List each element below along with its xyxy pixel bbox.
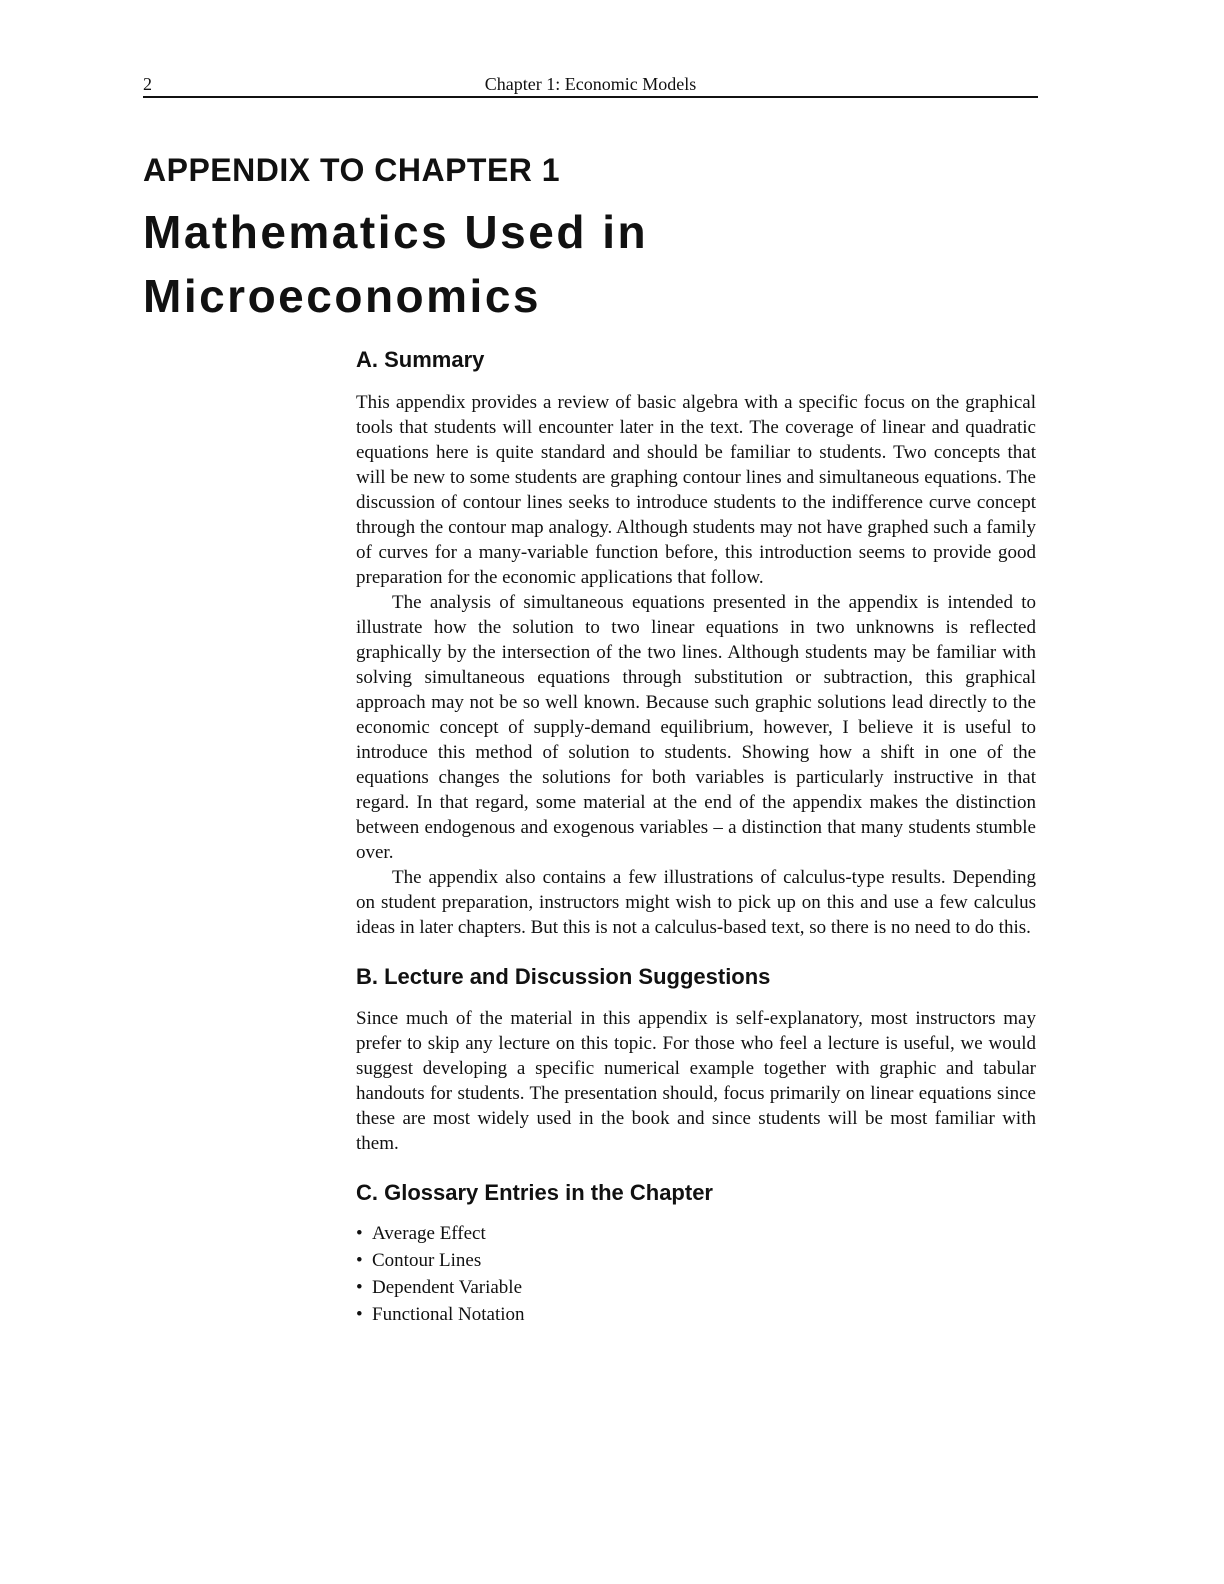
- glossary-section: [356, 1178, 1036, 1328]
- glossary-item-text: Dependent Variable: [372, 1277, 523, 1298]
- summary-paragraph: The analysis of simultaneous equations presented in the appendix is intended to illustrate how the solution to two linear equations in two unknowns is reflected graphically by the intersection of the two lines. Although students may be familiar with solving simultaneous equations through substitution or subtraction, this graphical approach may not be so well known. Because such graphic solutions lead directly to the economic concept of supply-demand equilibrium, however, I believe it is useful to introduce this method of solution to students. Showing how a shift in one of the equations changes the solutions for both variables is particularly instructive in that regard. In that regard, some material at the end of the appendix makes the distinction between endogenous and exogenous variables – a distinction that many students stumble over.: [356, 592, 1036, 863]
- glossary-list: [356, 1220, 1036, 1328]
- bullet-icon: •: [356, 1250, 363, 1271]
- running-chapter-title: Chapter 1: Economic Models: [484, 74, 697, 94]
- lecture-heading: B. Lecture and Discussion Suggestions: [356, 964, 771, 989]
- summary-paragraph: The appendix also contains a few illustrations of calculus-type results. Depending on student preparation, instructors might wish to pick up on this and use a few calculus ideas in later chapters. But this is not a calculus-based text, so there is no need to do this.: [356, 867, 1036, 938]
- bullet-icon: •: [356, 1277, 363, 1298]
- page-number: 2: [143, 74, 152, 94]
- main-content: [356, 345, 1036, 1328]
- glossary-heading: C. Glossary Entries in the Chapter: [356, 1180, 713, 1205]
- glossary-item-text: Functional Notation: [372, 1304, 525, 1325]
- glossary-item: [356, 1220, 1036, 1247]
- glossary-item: [356, 1274, 1036, 1301]
- lecture-section: [356, 962, 1036, 1156]
- running-header: [143, 72, 1038, 98]
- bullet-icon: •: [356, 1223, 363, 1244]
- summary-paragraph: This appendix provides a review of basic algebra with a specific focus on the graphical tools that students will encounter later in the text. The coverage of linear and quadratic equations here is quite standard and should be familiar to students. Two concepts that will be new to some students are graphing contour lines and simultaneous equations. The discussion of contour lines seeks to introduce students to the indifference curve concept through the contour map analogy. Although students may not have graphed such a family of curves for a many-variable function before, this introduction seems to provide good preparation for the economic applications that follow.: [356, 392, 1036, 588]
- glossary-item-text: Contour Lines: [372, 1250, 482, 1271]
- summary-heading: A. Summary: [356, 347, 485, 372]
- page-title: Mathematics Used in Microeconomics: [143, 206, 649, 322]
- summary-section: [356, 345, 1036, 940]
- lecture-paragraph: Since much of the material in this appendix is self-explanatory, most instructors may prefer to skip any lecture on this topic. For those who feel a lecture is useful, we would suggest developing a specific numerical example together with graphic and tabular handouts for students. The presentation should, focus primarily on linear equations since these are most widely used in the book and since students will be most familiar with them.: [356, 1008, 1036, 1154]
- bullet-icon: •: [356, 1304, 363, 1325]
- glossary-item: [356, 1247, 1036, 1274]
- appendix-label: APPENDIX TO CHAPTER 1: [143, 152, 561, 188]
- glossary-item-text: Average Effect: [372, 1223, 486, 1244]
- glossary-item: [356, 1301, 1036, 1328]
